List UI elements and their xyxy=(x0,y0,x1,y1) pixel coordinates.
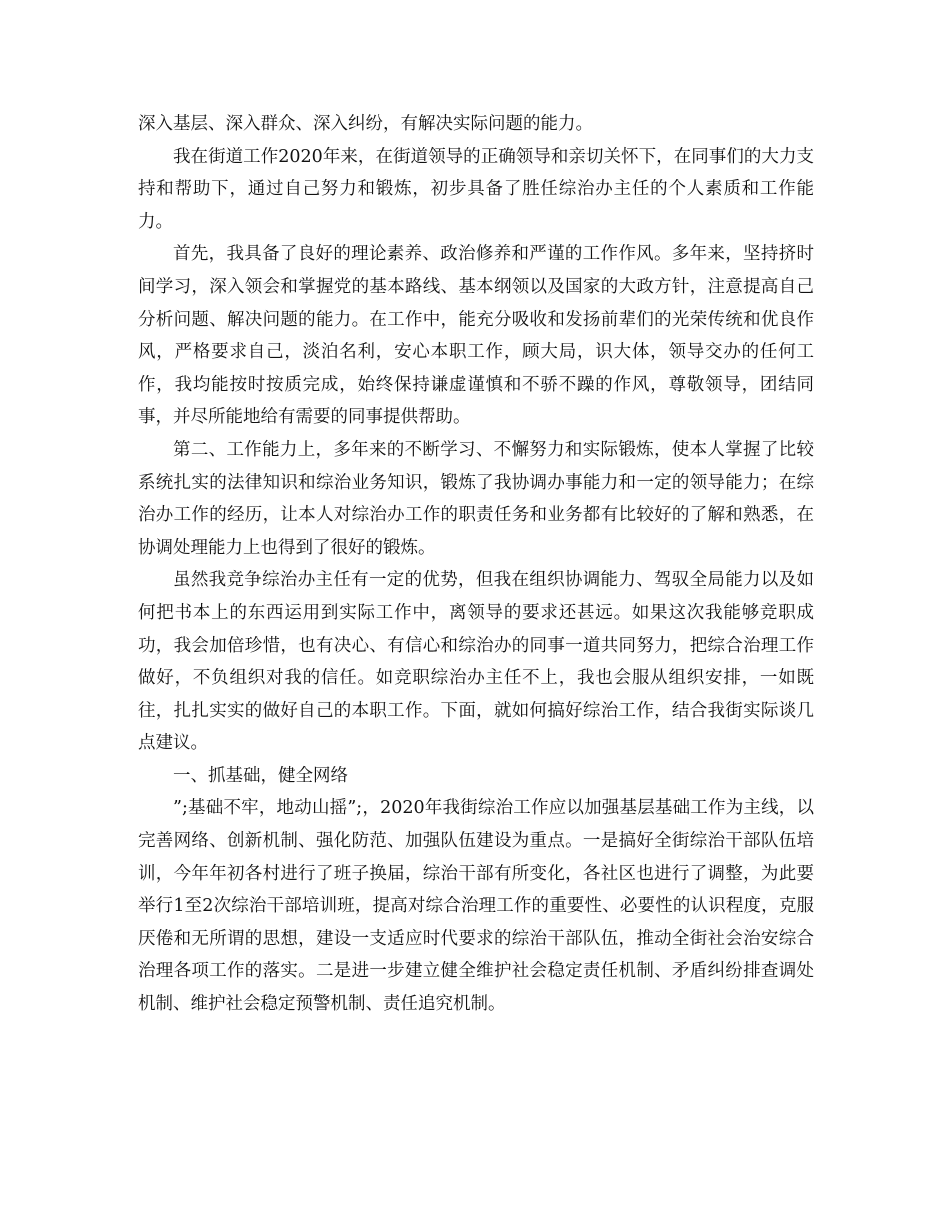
paragraph-1: 深入基层、深入群众、深入纠纷，有解决实际问题的能力。 xyxy=(138,114,593,134)
paragraph-6: ”;基础不牢，地动山摇”;，2020年我街综治工作应以加强基层基础工作为主线，以完善网络、创新机制、强化防范、加强队伍建设为重点。一是搞好全街综治干部队伍培训，今年年初各村进行了班子换届，综治干部有所变化，各社区也进行了调整，为此要举行1至2次综治干部培训班，提高对综合治理工作的重要性、必要性的认识程度，克服厌倦和无所谓的思想，建设一支适应时代要求的综治干部队伍，推动全街社会治安综合治理各项工作的落实。二是进一步建立健全维护社会稳定责任机制、矛盾纠纷排查调处机制、维护社会稳定预警机制、责任追究机制。 xyxy=(138,798,814,1015)
paragraph-5: 虽然我竞争综治办主任有一定的优势，但我在组织协调能力、驾驭全局能力以及如何把书本上的东西运用到实际工作中，离领导的要求还甚远。如果这次我能够竞职成功，我会加倍珍惜，也有决心、有信心和综治办的同事一道共同努力，把综合治理工作做好，不负组织对我的信任。如竞职综治办主任不上，我也会服从组织安排，一如既往，扎扎实实的做好自己的本职工作。下面，就如何搞好综治工作，结合我街实际谈几点建议。 xyxy=(138,570,814,754)
section-heading: 一、抓基础，健全网络 xyxy=(173,765,348,786)
paragraph-2: 我在街道工作2020年来，在街道领导的正确领导和亲切关怀下，在同事们的大力支持和帮助下，通过自己努力和锻炼，初步具备了胜任综治办主任的个人素质和工作能力。 xyxy=(138,146,814,232)
paragraph-3: 首先，我具备了良好的理论素养、政治修养和严谨的工作作风。多年来，坚持挤时间学习，深入领会和掌握党的基本路线、基本纲领以及国家的大政方针，注意提高自己分析问题、解决问题的能力。在工作中，能充分吸收和发扬前辈们的光荣传统和优良作风，严格要求自己，淡泊名利，安心本职工作，顾大局，识大体，领导交办的任何工作，我均能按时按质完成，始终保持谦虚谨慎和不骄不躁的作风，尊敬领导，团结同事，并尽所能地给有需要的同事提供帮助。 xyxy=(138,244,814,428)
document-body xyxy=(138,108,814,1021)
paragraph-4: 第二、工作能力上，多年来的不断学习、不懈努力和实际锻炼，使本人掌握了比较系统扎实的法律知识和综治业务知识，锻炼了我协调办事能力和一定的领导能力；在综治办工作的经历，让本人对综治办工作的职责任务和业务都有比较好的了解和熟悉，在协调处理能力上也得到了很好的锻炼。 xyxy=(138,439,814,558)
